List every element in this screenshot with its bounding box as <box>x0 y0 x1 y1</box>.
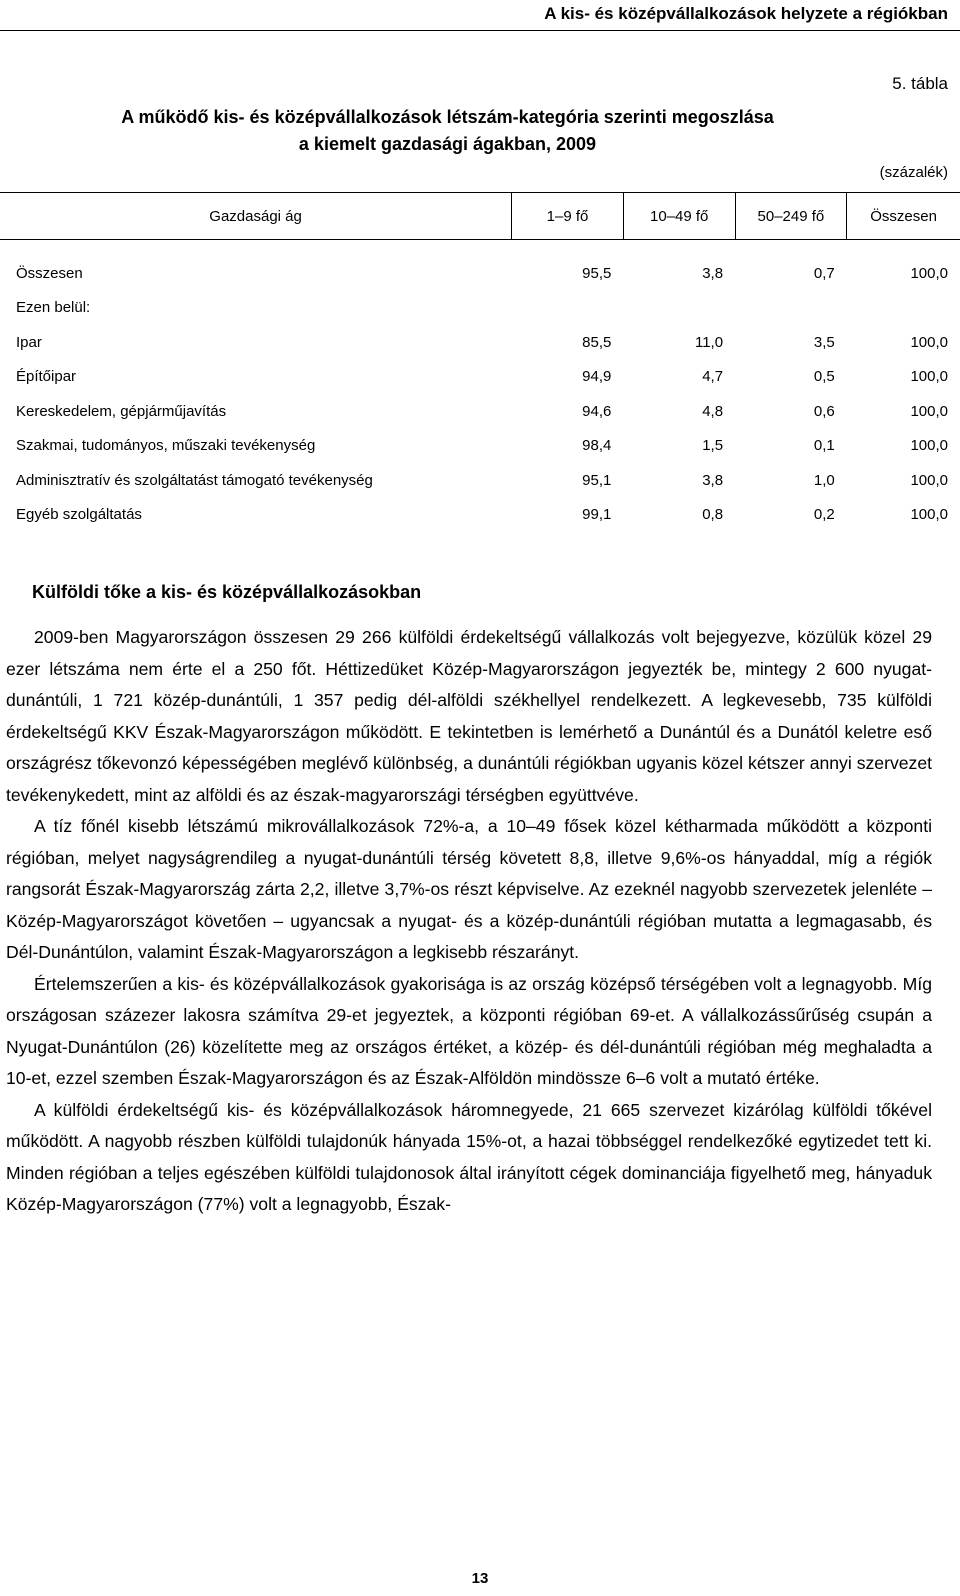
column-header: 1–9 fő <box>512 193 624 240</box>
table-cell: 98,4 <box>582 437 612 455</box>
table-row <box>0 394 960 429</box>
table-cell: 94,6 <box>582 402 612 420</box>
table-cell: 3,8 <box>702 471 724 489</box>
data-table-container <box>0 192 960 532</box>
table-cell: 4,7 <box>702 368 724 386</box>
data-table <box>0 192 960 532</box>
table-cell: 100,0 <box>910 402 948 420</box>
row-label: Kereskedelem, gépjárműjavítás <box>16 402 227 420</box>
table-cell: 0,7 <box>813 264 835 282</box>
row-label: Ezen belül: <box>16 299 91 317</box>
paragraph: A tíz főnél kisebb létszámú mikrovállalkozások 72%-a, a 10–49 fősek közel kétharmada működött a központi régióban, melyet nagyságrendileg a nyugat-dunántúli térség követett 8,8, illetve 9,6%-os hányaddal, míg a régiók rangsorát Észak-Magyarország zárta 2,2, illetve 3,7%-os részt képviselve. Az ezeknél nagyobb szervezetek jelenléte – Közép-Magyarországot követően – ugyancsak a nyugat- és a közép-dunántúli régióban mutatta a legmagasabb, és Dél-Dunántúlon, valamint Észak-Magyarországon a legkisebb részarányt. <box>6 816 932 962</box>
body-text <box>6 622 932 1221</box>
table-cell <box>847 291 960 326</box>
table-cell: 11,0 <box>694 333 724 351</box>
column-header: 50–249 fő <box>735 193 847 240</box>
table-cell: 94,9 <box>582 368 612 386</box>
table-cell: 0,5 <box>813 368 835 386</box>
table-header-row <box>0 193 960 240</box>
table-number: 5. tábla <box>892 74 948 93</box>
table-cell: 99,1 <box>582 506 612 524</box>
table-row <box>0 429 960 464</box>
table-row <box>0 291 960 326</box>
table-cell: 0,2 <box>813 506 835 524</box>
table-row <box>0 240 960 291</box>
table-cell: 100,0 <box>910 333 948 351</box>
table-cell: 1,0 <box>813 471 835 489</box>
table-cell: 0,6 <box>813 402 835 420</box>
table-cell: 3,5 <box>813 333 835 351</box>
table-title-line: A működő kis- és középvállalkozások létszám-kategória szerinti megoszlása <box>121 107 774 127</box>
row-label: Ipar <box>16 333 42 351</box>
table-cell: 100,0 <box>910 506 948 524</box>
row-label: Összesen <box>16 264 83 282</box>
running-header: A kis- és középvállalkozások helyzete a régiókban <box>544 4 948 23</box>
table-cell: 85,5 <box>582 333 612 351</box>
table-title <box>0 104 895 158</box>
paragraph: Értelemszerűen a kis- és középvállalkozások gyakorisága is az ország középső térségében volt a legnagyobb. Míg országosan százezer lakosra számítva 29-et jegyeztek, a központi régióban 69-et. A vállalkozássűrűség csupán a Nyugat-Dunántúlon (26) közelítette meg az országos értéket, a közép- és dél-dunántúli régióban még meghaladta a 10-et, ezzel szemben Észak-Magyarországon és az Észak-Alföldön mindössze 6–6 volt a mutató értéke. <box>6 973 932 1088</box>
table-title-line: a kiemelt gazdasági ágakban, 2009 <box>298 134 597 154</box>
table-cell: 1,5 <box>702 437 724 455</box>
table-row <box>0 463 960 498</box>
column-header: 10–49 fő <box>623 193 735 240</box>
table-unit: (százalék) <box>879 164 948 181</box>
row-label: Szakmai, tudományos, műszaki tevékenység <box>16 437 316 455</box>
row-label: Adminisztratív és szolgáltatást támogató tevékenység <box>16 471 373 489</box>
table-cell: 0,1 <box>813 437 835 455</box>
table-cell: 100,0 <box>910 264 948 282</box>
table-cell <box>735 291 847 326</box>
row-label: Egyéb szolgáltatás <box>16 506 142 524</box>
section-heading: Külföldi tőke a kis- és középvállalkozásokban <box>32 582 422 602</box>
paragraph: A külföldi érdekeltségű kis- és középvállalkozások háromnegyede, 21 665 szervezet kizárólag külföldi tőkével működött. A nagyobb részben külföldi tulajdonúk hányada 15%-ot, a hazai többséggel rendelkezőké egytizedet tett ki. Minden régióban a teljes egészében külföldi tulajdonosok által irányított cégek dominanciája figyelhető meg, hányaduk Közép-Magyarországon (77%) volt a legnagyobb, Észak- <box>6 1099 932 1214</box>
header-rule <box>0 30 960 31</box>
column-header: Gazdasági ág <box>0 193 512 240</box>
paragraph: 2009-ben Magyarországon összesen 29 266 külföldi érdekeltségű vállalkozás volt bejegyezve, közülük közel 29 ezer létszáma nem érte el a 250 főt. Héttizedüket Közép-Magyarországon jegyezték be, mintegy 2 600 nyugat-dunántúli, 1 721 közép-dunántúli, 1 357 pedig dél-alföldi székhellyel rendelkezett. A legkevesebb, 735 külföldi érdekeltségű KKV Észak-Magyarországon működött. E tekintetben is lemérhető a Dunántúl és a Dunától keletre eső országrész tőkevonzó képességében meglévő különbség, a dunántúli régiókban ugyanis közel kétszer annyi szervezet tevékenykedett, mint az alföldi és az észak-magyarországi térségben együttvéve. <box>6 627 932 805</box>
table-cell: 0,8 <box>702 506 724 524</box>
row-label: Építőipar <box>16 368 77 386</box>
table-cell: 100,0 <box>910 368 948 386</box>
table-cell: 95,5 <box>582 264 612 282</box>
page-number: 13 <box>471 1570 489 1587</box>
table-cell: 95,1 <box>582 471 612 489</box>
table-cell: 100,0 <box>910 471 948 489</box>
table-cell: 100,0 <box>910 437 948 455</box>
table-row <box>0 325 960 360</box>
table-cell <box>623 291 735 326</box>
table-cell: 3,8 <box>702 264 724 282</box>
table-row <box>0 360 960 395</box>
table-cell <box>512 291 624 326</box>
table-row <box>0 498 960 533</box>
column-header: Összesen <box>847 193 960 240</box>
table-cell: 4,8 <box>702 402 724 420</box>
